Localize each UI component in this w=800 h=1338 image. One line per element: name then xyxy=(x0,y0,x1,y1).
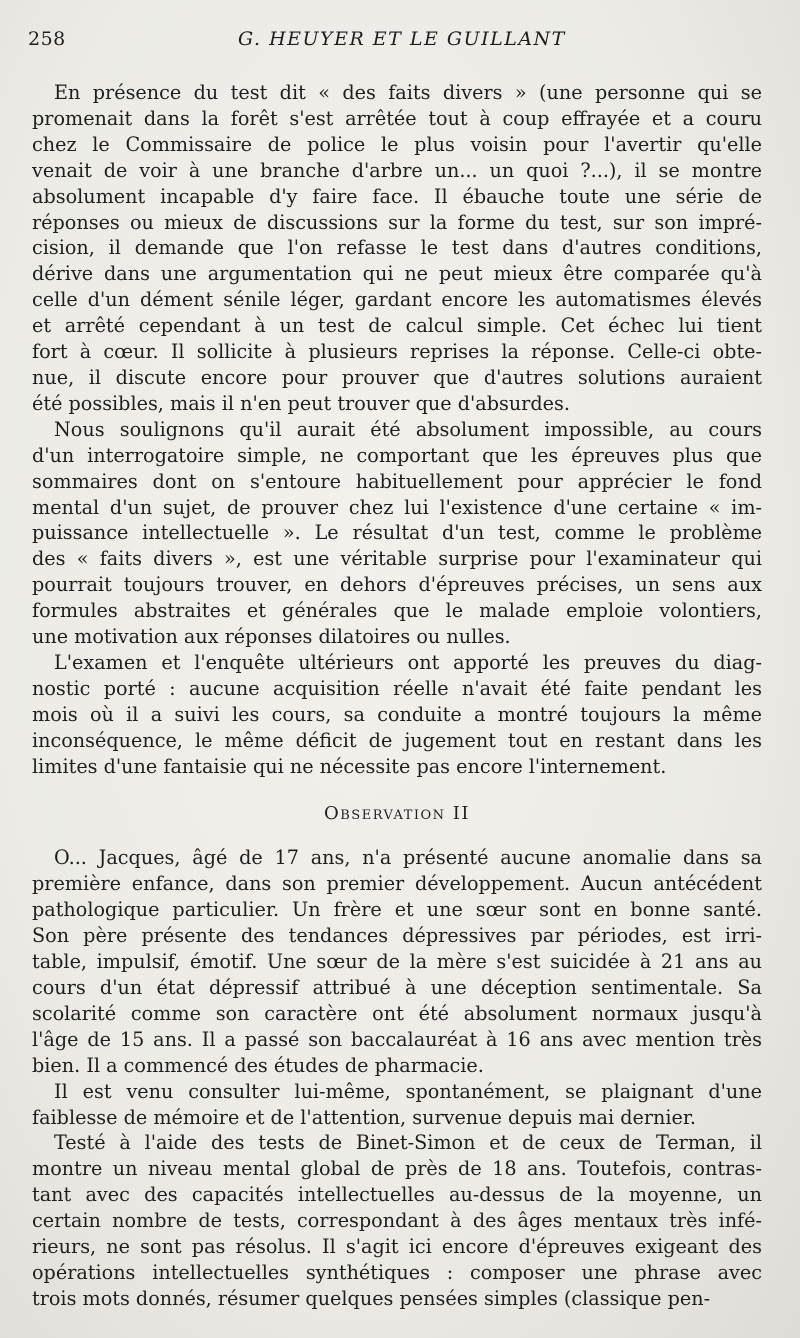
text-line: pathologique particulier. Un frère et une sœur sont en bonne santé. xyxy=(32,898,762,922)
text-line: En présence du test dit « des faits divers » (une personne qui se xyxy=(54,81,762,104)
text-line: cision, il demande que l'on refasse le test dans d'autres conditions, xyxy=(32,236,762,260)
text-line: certain nombre de tests, correspondant à des âges mentaux très infé- xyxy=(32,1209,762,1233)
text-line: bien. Il a commencé des études de pharmacie. xyxy=(32,1053,484,1077)
text-line: l'âge de 15 ans. Il a passé son baccalauréat à 16 ans avec mention très xyxy=(32,1027,762,1051)
paragraphs-after-section xyxy=(32,845,762,1311)
text-line: réponses ou mieux de discussions sur la forme du test, sur son impré- xyxy=(32,210,762,234)
text-line: mois où il a suivi les cours, sa conduite a montré toujours la même xyxy=(32,702,762,726)
paragraph xyxy=(32,1130,762,1311)
text-line: fort à cœur. Il sollicite à plusieurs reprises la réponse. Celle-ci obte- xyxy=(32,340,762,364)
text-line: été possibles, mais il n'en peut trouver que d'absurdes. xyxy=(32,391,570,415)
text-line: celle d'un dément sénile léger, gardant encore les automatismes élevés xyxy=(32,288,762,312)
text-line: dérive dans une argumentation qui ne peut mieux être comparée qu'à xyxy=(32,262,762,286)
text-line: puissance intellectuelle ». Le résultat d'un test, comme le problème xyxy=(32,521,762,545)
text-line: pourrait toujours trouver, en dehors d'épreuves précises, un sens aux xyxy=(32,573,762,597)
text-line: inconséquence, le même déficit de jugement tout en restant dans les xyxy=(32,728,762,752)
text-line: scolarité comme son caractère ont été absolument normaux jusqu'à xyxy=(32,1001,762,1025)
section-title: Observation II xyxy=(324,803,470,825)
text-line: faiblesse de mémoire et de l'attention, survenue depuis mai dernier. xyxy=(32,1105,697,1129)
text-line: Testé à l'aide des tests de Binet-Simon et de ceux de Terman, il xyxy=(54,1131,762,1155)
text-line: nue, il discute encore pour prouver que d'autres solutions auraient xyxy=(32,365,762,389)
paragraph xyxy=(32,1079,762,1131)
text-line: mental d'un sujet, de prouver chez lui l'existence d'une certaine « im- xyxy=(32,495,762,519)
text-line: absolument incapable d'y faire face. Il ébauche toute une série de xyxy=(32,184,762,208)
page-number: 258 xyxy=(28,28,66,50)
paragraph xyxy=(32,845,762,1078)
paragraphs-before-section xyxy=(32,80,762,779)
paragraph xyxy=(32,80,762,417)
text-line: table, impulsif, émotif. Une sœur de la mère s'est suicidée à 21 ans au xyxy=(32,950,762,974)
text-line: Il est venu consulter lui-même, spontanément, se plaignant d'une xyxy=(54,1079,762,1103)
text-line: trois mots donnés, résumer quelques pensées simples (classique pen- xyxy=(32,1286,711,1310)
text-line: Nous soulignons qu'il aurait été absolument impossible, au cours xyxy=(54,417,762,441)
text-line: limites d'une fantaisie qui ne nécessite pas encore l'internement. xyxy=(32,754,667,778)
text-line: montre un niveau mental global de près de 18 ans. Toutefois, contras- xyxy=(32,1157,762,1181)
text-line: chez le Commissaire de police le plus voisin pour l'avertir qu'elle xyxy=(32,132,762,156)
text-line: des « faits divers », est une véritable surprise pour l'examinateur qui xyxy=(32,547,762,571)
text-line: nostic porté : aucune acquisition réelle n'avait été faite pendant les xyxy=(32,676,762,700)
text-line: d'un interrogatoire simple, ne comportant que les épreuves plus que xyxy=(32,443,762,467)
text-line: formules abstraites et générales que le malade emploie volontiers, xyxy=(32,599,762,623)
running-head: G. HEUYER ET LE GUILLANT xyxy=(238,28,566,50)
text-line: promenait dans la forêt s'est arrêtée tout à coup effrayée et a couru xyxy=(32,106,762,130)
text-line: rieurs, ne sont pas résolus. Il s'agit ici encore d'épreuves exigeant des xyxy=(32,1235,762,1259)
text-line: venait de voir à une branche d'arbre un... un quoi ?...), il se montre xyxy=(32,158,762,182)
page-body xyxy=(32,80,762,1312)
text-line: première enfance, dans son premier développement. Aucun antécédent xyxy=(32,872,762,896)
text-line: une motivation aux réponses dilatoires ou nulles. xyxy=(32,625,511,649)
paragraph xyxy=(32,417,762,650)
text-line: Son père présente des tendances dépressives par périodes, est irri- xyxy=(32,924,762,948)
text-line: sommaires dont on s'entoure habituellement pour apprécier le fond xyxy=(32,469,762,493)
text-line: O... Jacques, âgé de 17 ans, n'a présenté aucune anomalie dans sa xyxy=(54,846,762,870)
text-line: tant avec des capacités intellectuelles au-dessus de la moyenne, un xyxy=(32,1183,762,1207)
text-line: cours d'un état dépressif attribué à une déception sentimentale. Sa xyxy=(32,976,762,999)
text-line: et arrêté cependant à un test de calcul simple. Cet échec lui tient xyxy=(32,314,762,338)
text-line: opérations intellectuelles synthétiques : composer une phrase avec xyxy=(32,1260,762,1284)
paragraph xyxy=(32,650,762,780)
text-line: L'examen et l'enquête ultérieurs ont apporté les preuves du diag- xyxy=(54,650,762,674)
page-header xyxy=(28,28,760,54)
